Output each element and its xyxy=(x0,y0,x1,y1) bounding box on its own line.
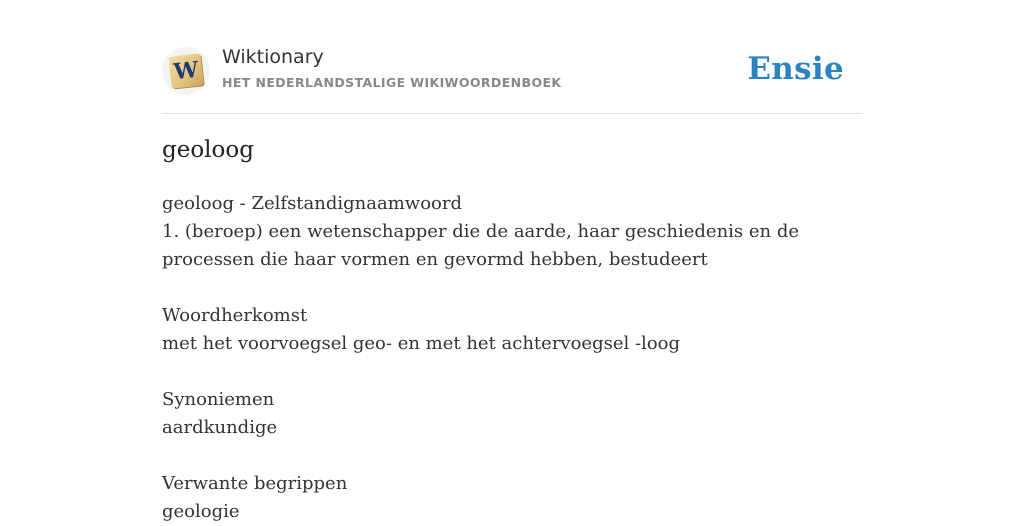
ensie-brand-link[interactable]: Ensie xyxy=(747,51,844,87)
wiktionary-logo-icon[interactable] xyxy=(162,47,210,95)
logo-tile xyxy=(168,53,203,88)
header-divider xyxy=(162,113,862,114)
logo-letter: W xyxy=(172,56,200,86)
site-header xyxy=(162,46,862,96)
page-title: geoloog xyxy=(162,137,254,163)
part-of-speech-line: geoloog - Zelfstandignaamwoord xyxy=(162,193,462,214)
spacer xyxy=(162,274,862,302)
site-subtitle: HET NEDERLANDSTALIGE WIKIWOORDENBOEK xyxy=(222,75,562,90)
spacer xyxy=(162,358,862,386)
definition-text: 1. (beroep) een wetenschapper die de aarde, haar geschiedenis en de processen die haar vormen en gevormd hebben, bestudeert xyxy=(162,221,800,270)
synonyms-text: aardkundige xyxy=(162,417,278,438)
entry-content xyxy=(162,190,862,526)
related-heading: Verwante begrippen xyxy=(162,473,348,494)
spacer xyxy=(162,442,862,470)
synonyms-heading: Synoniemen xyxy=(162,389,275,410)
etymology-heading: Woordherkomst xyxy=(162,305,308,326)
related-text: geologie xyxy=(162,501,240,522)
etymology-text: met het voorvoegsel geo- en met het achtervoegsel -loog xyxy=(162,333,681,354)
site-title[interactable]: Wiktionary xyxy=(222,46,324,68)
